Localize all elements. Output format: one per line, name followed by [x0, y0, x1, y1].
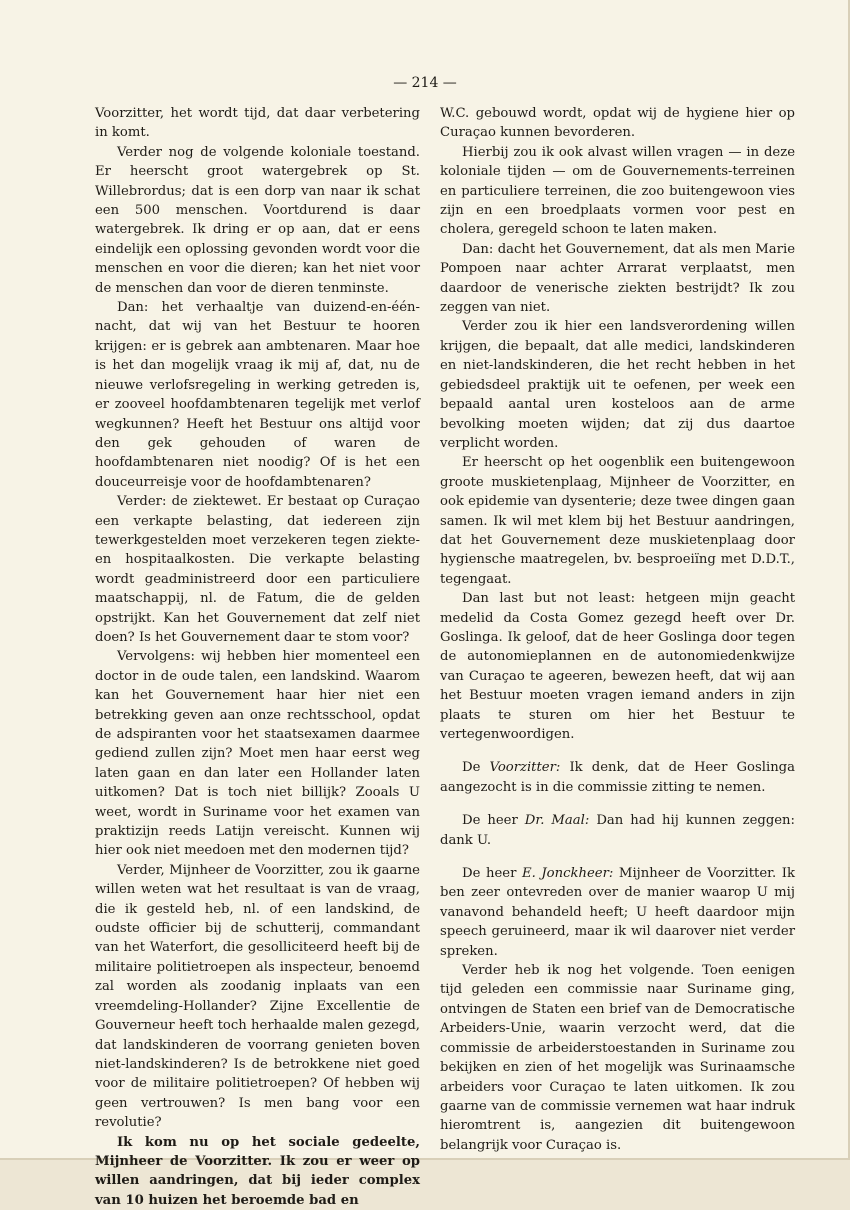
paragraph: Hierbij zou ik ook alvast willen vragen — in deze koloniale tijden — om de Gouvernements-terreinen en particuliere terreinen, die zoo buitengewoon vies zijn en een broedplaats vormen voor pest en cholera, geregeld schoon te laten maken. — [440, 144, 795, 238]
speech-maal — [440, 811, 795, 850]
speaker-name: Dr. Maal: — [524, 813, 590, 829]
speech-text: Ik denk, dat de Heer Goslinga aangezocht is in die commissie zitting te nemen. — [440, 760, 795, 795]
speech-jonckheer — [440, 864, 795, 961]
paragraph: Voorzitter, het wordt tijd, dat daar verbetering in komt. — [95, 106, 420, 141]
speaker-name: E. Jonckheer: — [521, 866, 614, 882]
paragraph: Vervolgens: wij hebben hier momenteel een doctor in de oude talen, een landskind. Waarom kan het Gouvernement haar hier niet een betrekking geven aan onze rechtsschool, opdat de adspiranten voor het staatsexamen daarmee gediend zullen zijn? Moet men haar eerst weg laten gaan en dan later een Hollander laten uitkomen? Dat is toch niet billijk? Zooals U weet, wordt in Suriname voor het examen van praktizijn reeds Latijn vereischt. Kunnen wij hier ook niet meedoen met den modernen tijd? — [95, 649, 420, 859]
paragraph: Er heerscht op het oogenblik een buitengewoon groote muskietenplaag, Mijnheer de Voorzitter, en ook epidemie van dysenterie; deze twee dingen gaan samen. Ik wil met klem bij het Bestuur aandringen, dat het Gouvernement deze muskietenplaag door hygiensche maatregelen, bv. besproeiïng met D.D.T., tegengaat. — [440, 455, 795, 587]
paragraph: Verder heb ik nog het volgende. Toen eenigen tijd geleden een commissie naar Suriname ging, ontvingen de Staten een brief van de Democratische Arbeiders-Unie, waarin verzocht werd, dat die commissie de arbeiderstoestanden in Suriname zou bekijken en zien of het mogelijk was Surinaamsche arbeiders voor Curaçao te laten uitkomen. Ik zou gaarne van de commissie vernemen wat haar indruk hieromtrent is, aangezien dit buitengewoon belangrijk voor Curaçao is. — [440, 963, 795, 1153]
paragraph: Verder: de ziektewet. Er bestaat op Curaçao een verkapte belasting, dat iedereen zijn tewerkgestelden moet verzekeren tegen ziekte- en hospitaalkosten. Die verkapte belasting wordt geadministreerd door een particuliere maatschappij, nl. de Fatum, die de gelden opstrijkt. Kan het Gouvernement dat zelf niet doen? Is het Gouvernement daar te stom voor? — [95, 494, 420, 645]
speaker-name: Voorzitter: — [489, 760, 561, 776]
paragraph: W.C. gebouwd wordt, opdat wij de hygiene hier op Curaçao kunnen bevorderen. — [440, 106, 795, 141]
speech-prefix: De heer — [462, 866, 522, 882]
speech-text: Mijnheer de Voorzitter. Ik ben zeer ontevreden over de manier waarop U mij vanavond behandeld heeft; U heeft daardoor mijn speech geruineerd, maar ik wil daarover niet verder spreken. — [440, 866, 795, 959]
speech-text: Dan had hij kunnen zeggen: dank U. — [440, 813, 795, 848]
speech-voorzitter — [440, 758, 795, 797]
paragraph: Verder zou ik hier een landsverordening willen krijgen, die bepaalt, dat alle medici, landskinderen en niet-landskinderen, die het recht hebben in het gebiedsdeel praktijk uit te oefenen, per week een bepaald aantal uren kosteloos aan de arme bevolking moeten wijden; dat zij dus daartoe verplicht worden. — [440, 319, 795, 451]
page-number: — 214 — — [393, 75, 457, 91]
paragraph: Dan: dacht het Gouvernement, dat als men Marie Pompoen naar achter Arrarat verplaatst, men daardoor de venerische ziekten bestrijdt? Ik zou zeggen van niet. — [440, 241, 795, 316]
paragraph: Verder nog de volgende koloniale toestand. Er heerscht groot watergebrek op St. Willebrordus; dat is een dorp van naar ik schat een 500 menschen. Voortdurend is daar watergebrek. Ik dring er op aan, dat er eens eindelijk een oplossing gevonden wordt voor die menschen en voor die dieren; kan het niet voor de menschen dan voor de dieren tenminste. — [95, 144, 420, 296]
right-column — [440, 104, 795, 1155]
paragraph: Dan: het verhaaltje van duizend-en-één-nacht, dat wij van het Bestuur te hooren krijgen: er is gebrek aan ambtenaren. Maar hoe is het dan mogelijk vraag ik mij af, dat, nu de nieuwe verlofsregeling in werking getreden is, er zooveel hoofdambtenaren tegelijk met verlof wegkunnen? Heeft het Bestuur ons altijd voor den gek gehouden of waren de hoofdambtenaren niet noodig? Of is het een douceurreisje voor de hoofdambtenaren? — [95, 300, 420, 490]
speech-prefix: De heer — [462, 813, 525, 829]
speech-prefix: De — [462, 760, 490, 776]
paragraph: Dan last but not least: hetgeen mijn geacht medelid da Costa Gomez gezegd heeft over Dr. Goslinga. Ik geloof, dat de heer Goslinga door tegen de autonomieplannen en de autonomiedenkwijze van Curaçao te ageeren, bewezen heeft, dat wij aan het Bestuur moeten vragen iemand anders in zijn plaats te sturen om hier het Bestuur te vertegenwoordigen. — [440, 591, 795, 742]
paragraph: Ik kom nu op het sociale gedeelte, Mijnheer de Voorzitter. Ik zou er weer op willen aandringen, dat bij ieder complex van 10 huizen het beroemde bad en — [95, 1134, 420, 1208]
paragraph: Verder, Mijnheer de Voorzitter, zou ik gaarne willen weten wat het resultaat is van de vraag, die ik gesteld heb, nl. of een landskind, de oudste officier bij de schutterij, commandant van het Waterfort, die gesolliciteerd heeft bij de militaire politietroepen als inspecteur, benoemd zal worden als zoodanig inplaats van een vreemdeling-Hollander? Zijne Excellentie de Gouverneur heeft toch herhaalde malen gezegd, dat landskinderen de voorrang genieten boven niet-landskinderen? Is de betrokkene niet goed voor de militaire politietroepen? Of hebben wij geen vertrouwen? Is men bang voor een revolutie? — [95, 862, 420, 1131]
left-column — [95, 104, 420, 1210]
